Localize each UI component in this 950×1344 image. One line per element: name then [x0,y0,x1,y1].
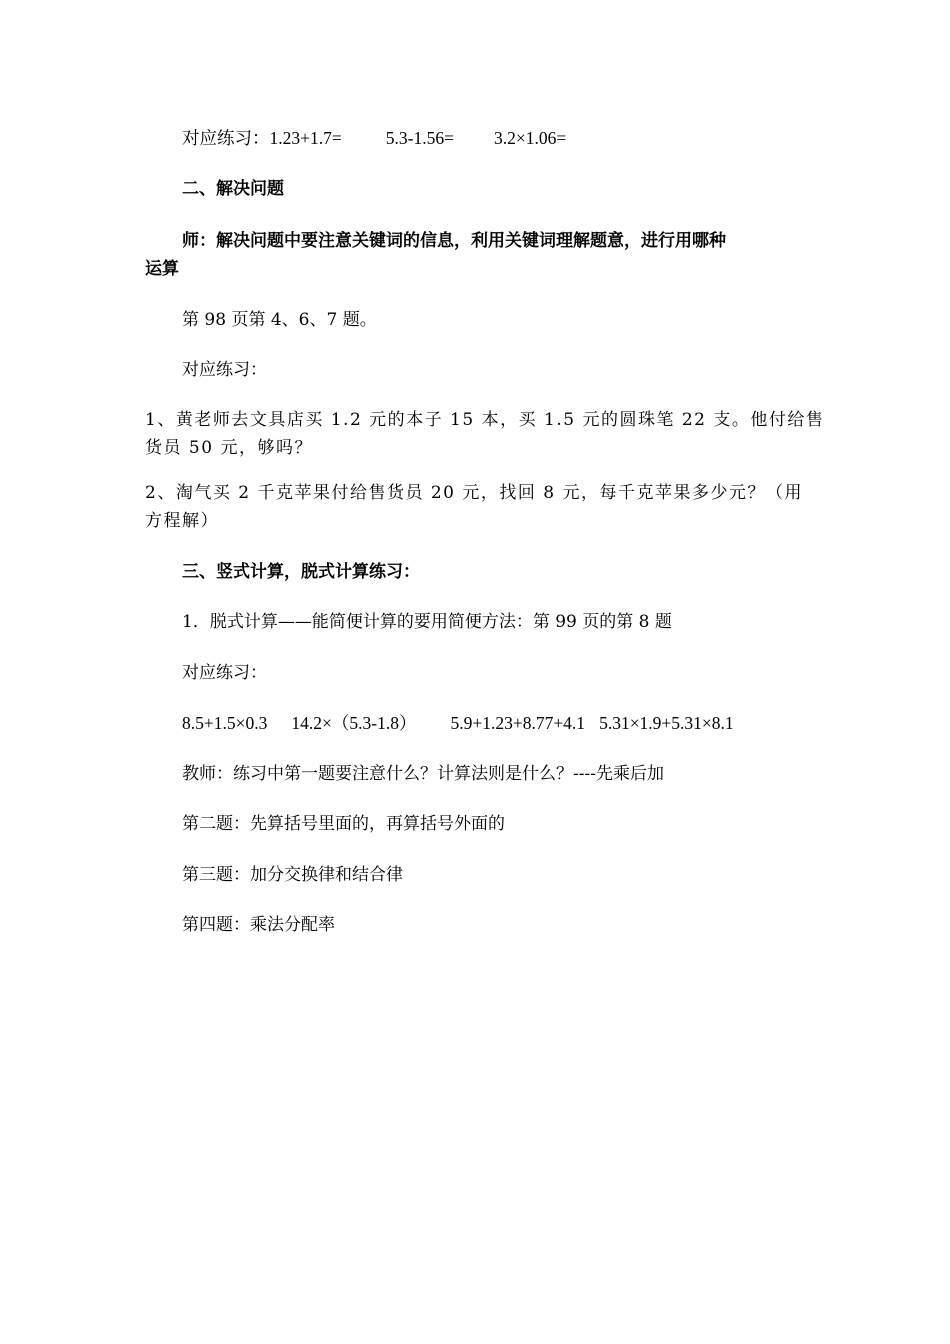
practice-label: 对应练习： [182,128,270,148]
expression-4: 5.31×1.9+5.31×8.1 [599,713,734,733]
problem-1-line-1: 1、黄老师去文具店买 1.2 元的本子 15 本，买 1.5 元的圆珠笔 22 支。他付给售 [145,410,825,430]
practice-expressions-line [182,127,566,149]
practice-label: 对应练习： [182,663,267,683]
problem-1-line-2: 货员 50 元，够吗？ [145,438,313,458]
expression-1: 1.23+1.7= [269,128,342,148]
expression-2: 14.2×（5.3-1.8） [291,713,417,733]
teacher-note-2: 第二题：先算括号里面的，再算括号外面的 [182,814,505,834]
expression-1: 8.5+1.5×0.3 [182,713,268,733]
problem-2-line-2: 方程解） [145,511,219,531]
textbook-reference: 第 98 页第 4、6、7 题。 [182,310,377,330]
section-heading-calculation: 三、竖式计算，脱式计算练习： [182,562,420,582]
section-heading-problem-solving: 二、解决问题 [182,179,284,199]
expression-2: 5.3-1.56= [385,128,454,148]
teacher-note-4: 第四题：乘法分配率 [182,915,335,935]
calculation-item-1: 1．脱式计算——能简便计算的要用简便方法：第 99 页的第 8 题 [182,612,672,632]
expression-3: 3.2×1.06= [493,128,567,148]
problem-2-line-1: 2、淘气买 2 千克苹果付给售货员 20 元，找回 8 元，每千克苹果多少元？（用 [145,483,804,503]
teacher-note-1: 教师：练习中第一题要注意什么？计算法则是什么？----先乘后加 [182,764,664,784]
teacher-note-3: 第三题：加分交换律和结合律 [182,865,403,885]
practice-label: 对应练习： [182,360,267,380]
teacher-guidance-line-1: 师：解决问题中要注意关键词的信息，利用关键词理解题意，进行用哪种 [182,231,726,251]
calculation-expressions-line [182,712,734,734]
expression-3: 5.9+1.23+8.77+4.1 [450,713,586,733]
teacher-guidance-line-2: 运算 [145,259,179,279]
